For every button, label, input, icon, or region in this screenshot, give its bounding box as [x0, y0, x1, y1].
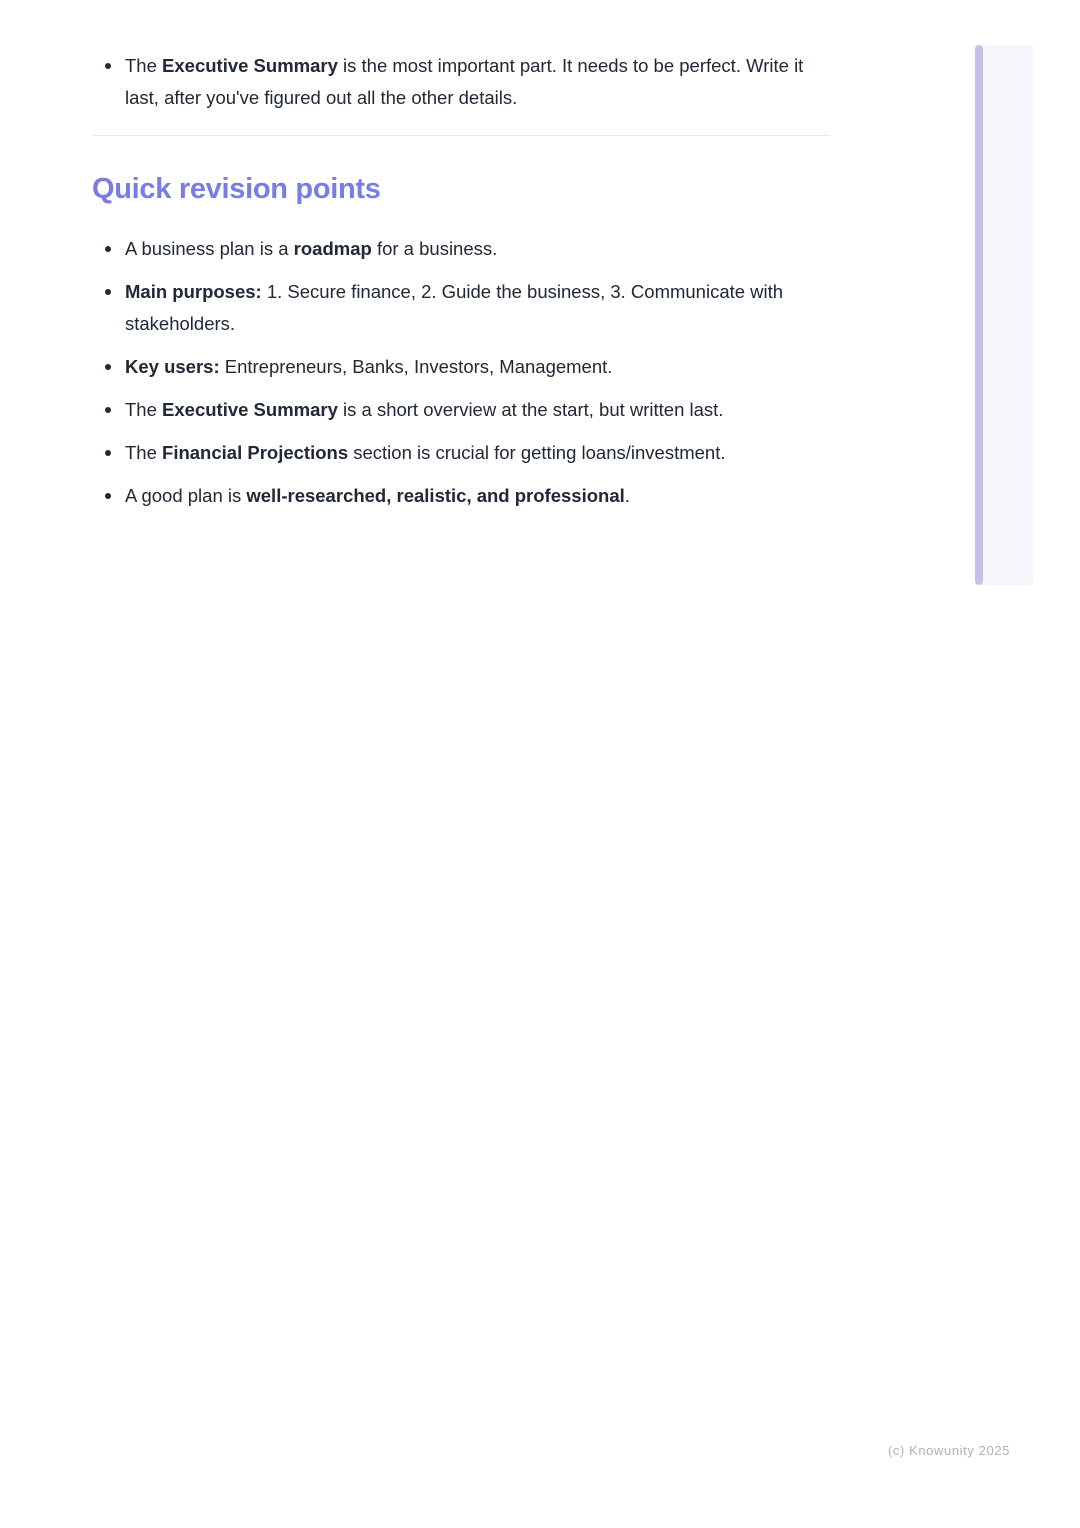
bullet-text-bold: Executive Summary: [162, 399, 338, 420]
scrollbar-track[interactable]: [975, 45, 1033, 585]
bullet-text-post: Entrepreneurs, Banks, Investors, Management.: [219, 356, 613, 377]
bullet-text-pre: A business plan is a: [125, 238, 294, 259]
bullet-text-post: is a short overview at the start, but written last.: [337, 399, 724, 420]
bullet-text-bold: roadmap: [293, 238, 372, 259]
bullet-text-pre: The: [125, 55, 163, 76]
bullet-text-bold: Executive Summary: [162, 55, 338, 76]
list-item: [92, 50, 810, 114]
bullet-text-bold: Main purposes:: [125, 281, 262, 302]
list-item: [92, 437, 810, 469]
bullet-text-pre: The: [125, 442, 163, 463]
bullet-text-bold: Financial Projections: [162, 442, 349, 463]
list-item: [92, 276, 810, 340]
intro-bullet-list: [92, 50, 810, 114]
bullet-text-pre: A good plan is: [125, 485, 247, 506]
bullet-text-post: for a business.: [371, 238, 498, 259]
scrollbar-thumb[interactable]: [975, 45, 983, 585]
list-item: [92, 351, 810, 383]
bullet-text-bold: well-researched, realistic, and professional: [246, 485, 625, 506]
bullet-text-post: .: [624, 485, 630, 506]
list-item: [92, 480, 810, 512]
bullet-text-post: 1. Secure finance, 2. Guide the business, 3. Communicate with stakeholders.: [125, 281, 784, 334]
quick-revision-heading: Quick revision points: [92, 173, 381, 205]
revision-bullet-list: [92, 233, 810, 512]
copyright-footer: (c) Knowunity 2025: [887, 1443, 1010, 1458]
page-content: [92, 50, 810, 523]
list-item: [92, 394, 810, 426]
section-divider: [92, 135, 830, 136]
bullet-text-post: section is crucial for getting loans/investment.: [348, 442, 726, 463]
bullet-text-post: is the most important part. It needs to be perfect. Write it last, after you've figured out all the other details.: [125, 55, 804, 108]
bullet-text-pre: The: [125, 399, 163, 420]
list-item: [92, 233, 810, 265]
bullet-text-bold: Key users:: [125, 356, 220, 377]
